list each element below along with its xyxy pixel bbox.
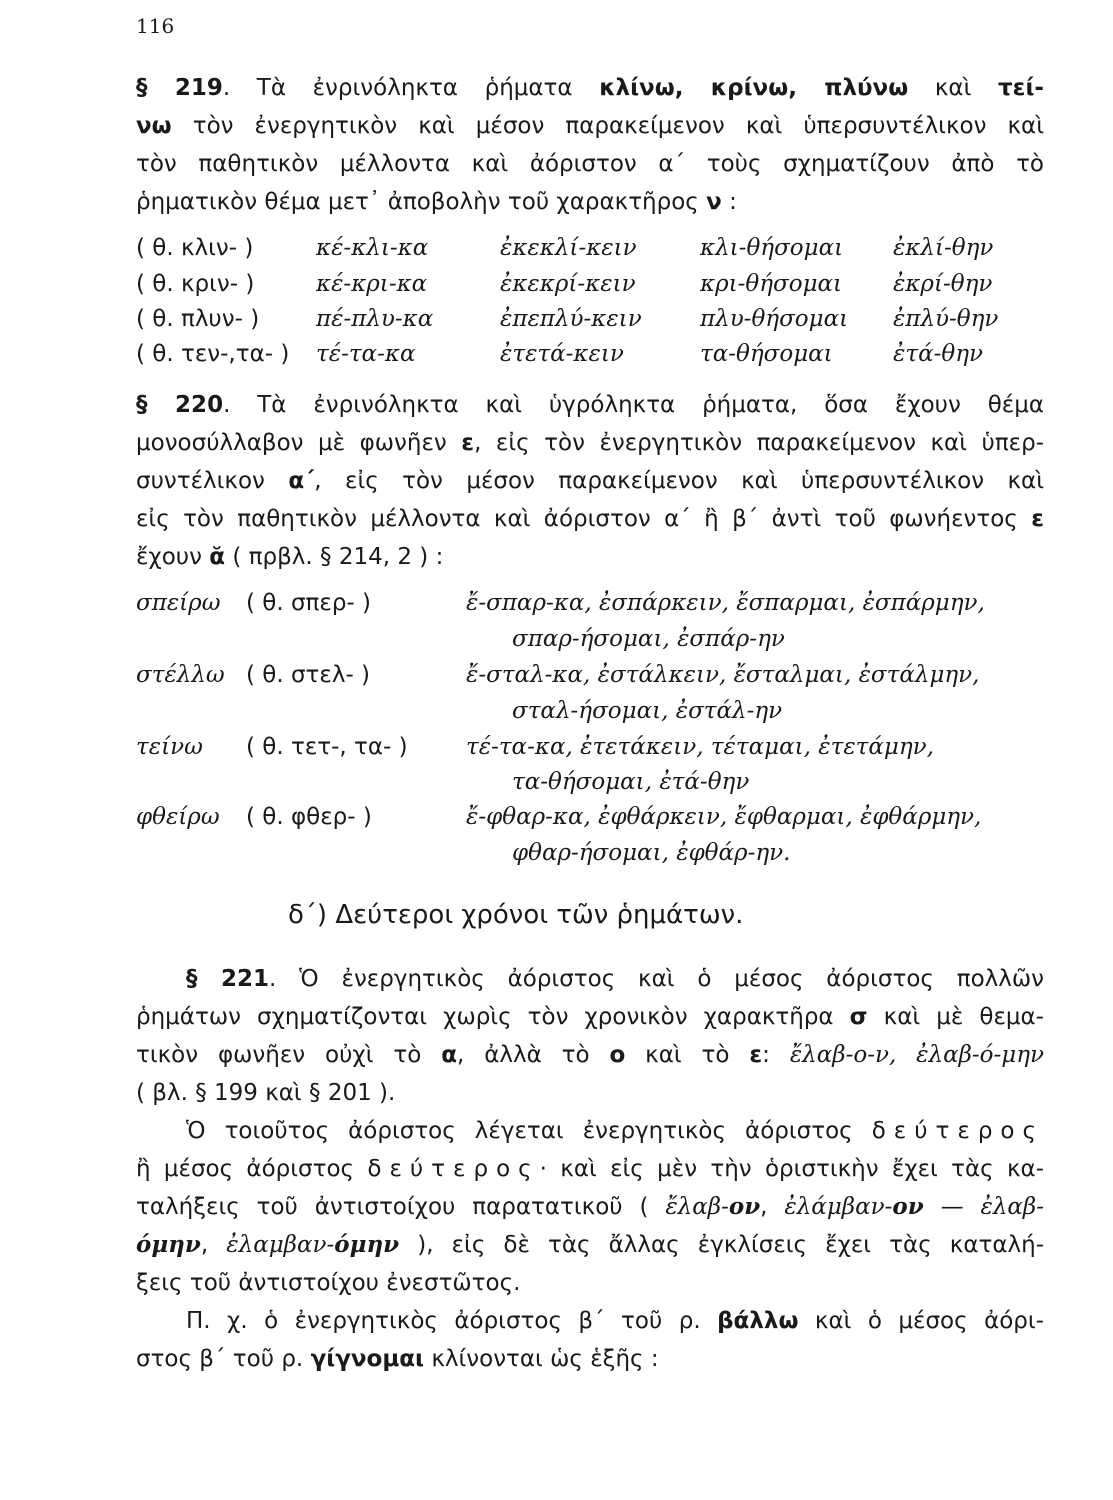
forms: τα-θήσομαι, ἐτά-θην	[512, 769, 750, 795]
p219-line-2	[136, 107, 1044, 145]
text: . Τὰ ἐνρινόληκτα καὶ ὑγρόληκτα ῥήματα, ὅσα ἔχουν θέμα	[223, 392, 1044, 418]
stem: ( θ. σπερ- )	[246, 590, 372, 616]
text: ( βλ. § 199 καὶ § 201 ).	[136, 1080, 396, 1106]
ending: ον	[892, 1193, 924, 1220]
p221-line-1	[136, 960, 1044, 998]
text: , εἰς τὸν ἐνεργητικὸν παρακείμενον καὶ ὑπερ-	[474, 430, 1044, 456]
form: κέ-κρι-κα	[316, 271, 428, 297]
form: ἐλάμβαν-	[784, 1194, 893, 1220]
forms: σπαρ-ήσομαι, ἐσπάρ-ην	[512, 626, 785, 652]
text: τικὸν φωνῆεν οὐχὶ τὸ	[136, 1042, 442, 1068]
text: Ὁ τοιοῦτος ἀόριστος λέγεται ἐνεργητικὸς ἀόριστος	[186, 1118, 872, 1144]
text: ξεις τοῦ ἀντιστοίχου ἐνεστῶτος.	[136, 1270, 521, 1296]
p220-line-1	[136, 386, 1044, 424]
text: τὸν ἐνεργητικὸν καὶ μέσον παρακείμενον καὶ ὑπερσυντέλικον καὶ	[171, 113, 1044, 139]
char-bold: ε	[461, 430, 475, 456]
p221-line-9	[136, 1264, 1044, 1302]
text: ῥηματικὸν θέμα μετ᾽ ἀποβολὴν τοῦ χαρακτῆρος	[136, 189, 707, 215]
forms: τέ-τα-κα, ἐτετάκειν, τέταμαι, ἐτετάμην,	[466, 734, 934, 760]
stem: ( θ. στελ- )	[246, 662, 371, 688]
verb-bold: τεί-	[997, 75, 1044, 101]
text: κλίνονται ὡς ἑξῆς :	[424, 1346, 659, 1372]
page-number: 116	[136, 14, 175, 38]
form: κέ-κλι-κα	[316, 235, 429, 261]
verbs-bold: κλίνω, κρίνω, πλύνω	[599, 75, 909, 101]
text: καὶ μὲ θεμα-	[867, 1004, 1044, 1030]
section-heading: δ΄) Δεύτεροι χρόνοι τῶν ῥημάτων.	[288, 900, 744, 930]
char-bold: ε	[1031, 506, 1044, 532]
p221-line-8	[136, 1226, 1044, 1264]
p220-line-3	[136, 462, 1044, 500]
verb-bold: γίγνομαι	[310, 1346, 425, 1372]
form: ἐτετά-κειν	[500, 341, 624, 367]
form: ἐπεπλύ-κειν	[500, 306, 642, 332]
stem: ( θ. τετ-, τα- )	[246, 734, 408, 760]
p221-line-3	[136, 1036, 1044, 1074]
text: τὸν παθητικὸν μέλλοντα καὶ ἀόριστον α΄ τοὺς σχηματίζουν ἀπὸ τὸ	[136, 151, 1044, 177]
p221-line-2	[136, 998, 1044, 1036]
text: , εἰς τὸν μέσον παρακείμενον καὶ ὑπερσυντέλικον καὶ	[314, 468, 1045, 494]
text: ,	[200, 1232, 227, 1258]
text: καὶ ὁ μέσος ἀόρι-	[798, 1308, 1044, 1334]
stem: ( θ. φθερ- )	[246, 804, 372, 830]
form: ἔλαβ-	[665, 1194, 729, 1220]
stem: ( θ. τεν-,τα- )	[136, 341, 290, 367]
text: μονοσύλλαβον μὲ φωνῆεν	[136, 430, 462, 456]
verb: στέλλω	[136, 662, 225, 688]
text: :	[721, 189, 737, 215]
text: ῥημάτων σχηματίζονται χωρὶς τὸν χρονικὸν χαρακτῆρα	[136, 1004, 850, 1030]
section-number-219: § 219	[136, 75, 223, 101]
forms: ἔ-σταλ-κα, ἐστάλκειν, ἔσταλμαι, ἐστάλμην,	[466, 662, 980, 688]
section-number-220: § 220	[136, 392, 224, 418]
form: ἐτά-θην	[893, 341, 983, 367]
paragraph-221	[136, 960, 1044, 1378]
text: ,	[760, 1194, 785, 1220]
verb: σπείρω	[136, 590, 221, 616]
p219-line-1	[136, 69, 1044, 107]
form: ἐλαμβαν-	[226, 1232, 335, 1258]
char-bold: α΄	[288, 468, 315, 494]
text: εἰς τὸν παθητικὸν μέλλοντα καὶ ἀόριστον α΄ ἢ β΄ ἀντὶ τοῦ φωνήεντος	[136, 506, 1032, 532]
p221-line-5	[136, 1112, 1044, 1150]
spaced-term: δεύτερος	[367, 1156, 540, 1182]
verb-bold: νω	[136, 113, 172, 139]
p219-line-3	[136, 145, 1044, 183]
p221-line-6	[136, 1150, 1044, 1188]
char-bold: σ	[849, 1004, 868, 1030]
form: ἐλαβ-	[980, 1194, 1045, 1220]
p220-line-2	[136, 424, 1044, 462]
stem: ( θ. κριν- )	[136, 271, 255, 297]
verb-bold: βάλλω	[717, 1308, 799, 1334]
form: πέ-πλυ-κα	[316, 306, 434, 332]
text: ἢ μέσος ἀόριστος	[136, 1156, 368, 1182]
forms: ἔ-φθαρ-κα, ἐφθάρκειν, ἔφθαρμαι, ἐφθάρμην,	[466, 804, 982, 830]
ending: όμην	[334, 1231, 400, 1258]
form: τέ-τα-κα	[316, 341, 416, 367]
p219-line-4	[136, 183, 1044, 221]
p221-line-7	[136, 1188, 1044, 1226]
text: ), εἰς δὲ τὰς ἄλλας ἐγκλίσεις ἔχει τὰς καταλή-	[399, 1232, 1045, 1258]
paragraph-220	[136, 386, 1044, 576]
p221-line-10	[136, 1302, 1044, 1340]
form: ἐπλύ-θην	[893, 306, 999, 332]
char-bold: ν	[706, 189, 722, 215]
text: ταλήξεις τοῦ ἀντιστοίχου παρατατικοῦ (	[136, 1194, 666, 1220]
spaced-term: δεύτερος	[871, 1118, 1044, 1144]
text: · καὶ εἰς μὲν τὴν ὁριστικὴν ἔχει τὰς κα-	[539, 1156, 1045, 1182]
char-bold: α	[441, 1042, 457, 1068]
p220-line-4	[136, 500, 1044, 538]
text: ἔχουν	[136, 544, 210, 570]
text: στος β΄ τοῦ ρ.	[136, 1346, 311, 1372]
forms: φθαρ-ήσομαι, ἐφθάρ-ην.	[512, 840, 791, 866]
stem: ( θ. πλυν- )	[136, 306, 260, 332]
p221-line-4	[136, 1074, 1044, 1112]
p221-line-11	[136, 1340, 1044, 1378]
form: κρι-θήσομαι	[700, 271, 843, 297]
text: καὶ τὸ	[625, 1042, 750, 1068]
paragraph-219	[136, 69, 1044, 221]
text: Π. χ. ὁ ἐνεργητικὸς ἀόριστος β΄ τοῦ ρ.	[186, 1308, 718, 1334]
text: :	[762, 1042, 790, 1068]
ending: ον	[728, 1193, 761, 1220]
form: πλυ-θήσομαι	[700, 306, 849, 332]
char-bold: ᾰ	[209, 544, 226, 570]
form: ἐκεκλί-κειν	[500, 235, 637, 261]
text: . Τὰ ἐνρινόληκτα ῥήματα	[222, 75, 600, 101]
form: τα-θήσομαι	[700, 341, 833, 367]
form: ἐκλί-θην	[893, 235, 994, 261]
form: ἐκεκρί-κειν	[500, 271, 636, 297]
p220-line-5	[136, 538, 1044, 576]
text: ( πρβλ. § 214, 2 ) :	[225, 544, 444, 570]
text: , ἀλλὰ τὸ	[457, 1042, 610, 1068]
form: κλι-θήσομαι	[700, 235, 844, 261]
text: καὶ	[908, 75, 998, 101]
example-forms: ἔλαβ-ο-ν, ἐλαβ-ό-μην	[789, 1042, 1044, 1068]
text: —	[923, 1194, 981, 1220]
forms: ἔ-σπαρ-κα, ἐσπάρκειν, ἔσπαρμαι, ἐσπάρμην,	[466, 590, 985, 616]
char-bold: ο	[609, 1042, 626, 1068]
form: ἐκρί-θην	[893, 271, 993, 297]
ending: όμην	[136, 1231, 201, 1258]
stem: ( θ. κλιν- )	[136, 235, 254, 261]
forms: σταλ-ήσομαι, ἐστάλ-ην	[512, 698, 783, 724]
verb: τείνω	[136, 734, 203, 760]
char-bold: ε	[749, 1042, 763, 1068]
verb: φθείρω	[136, 804, 220, 830]
text: συντέλικον	[136, 468, 289, 494]
section-number-221: § 221	[186, 966, 270, 992]
text: . Ὁ ἐνεργητικὸς ἀόριστος καὶ ὁ μέσος ἀόριστος πολλῶν	[269, 966, 1044, 992]
